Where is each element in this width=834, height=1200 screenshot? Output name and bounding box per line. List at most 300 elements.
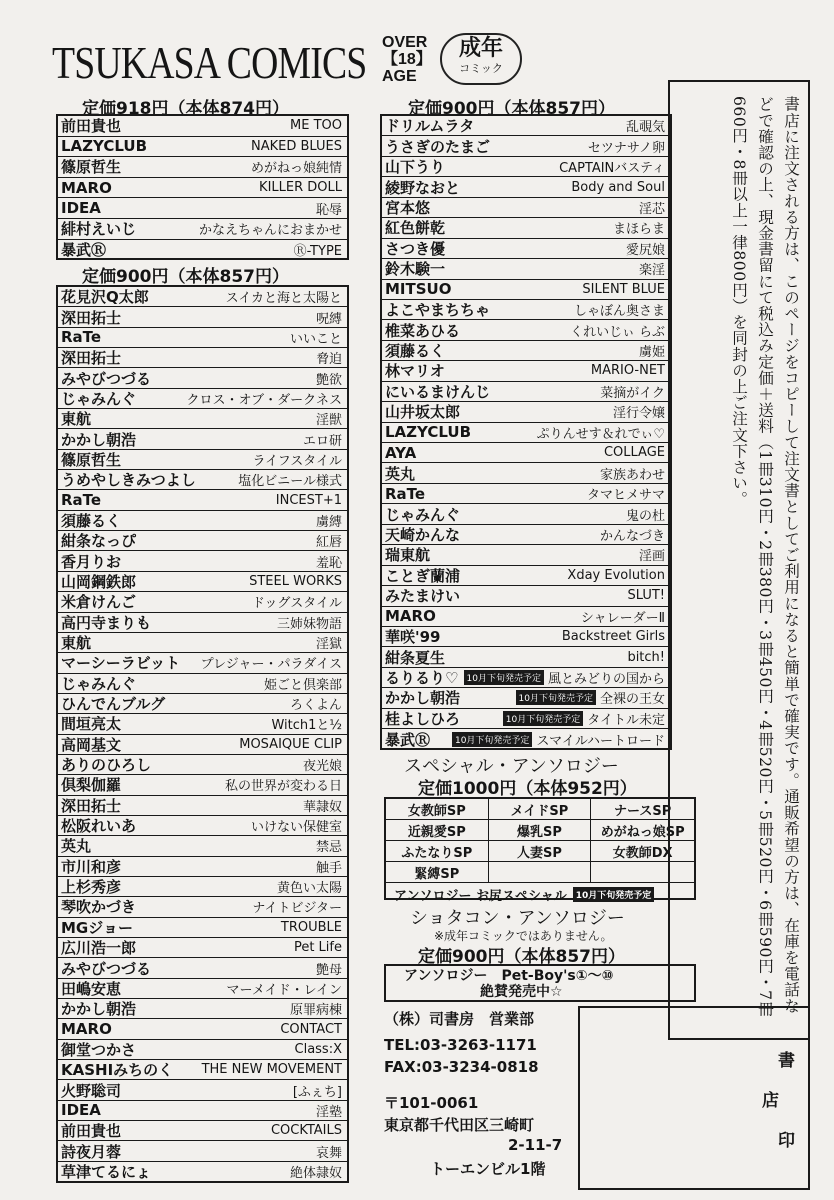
title-group: [537, 423, 665, 442]
book-title: NAKED BLUES: [251, 138, 342, 154]
book-title: bitch!: [627, 649, 665, 665]
book-title: 淫行令嬢: [612, 406, 665, 422]
book-title: 乱覗気: [625, 120, 665, 136]
author-name: 紺条夏生: [385, 648, 446, 667]
title-group: [316, 199, 342, 218]
book-title: 羞恥: [315, 555, 342, 571]
book-title: 私の世界が変わる日: [224, 779, 342, 795]
title-group: [587, 484, 665, 503]
title-group: [639, 545, 665, 564]
book-title: 愛尻娘: [625, 242, 665, 258]
author-name: るりるり♡: [385, 669, 459, 688]
author-name: 深田拓士: [61, 308, 122, 327]
book-title: 夜光娘: [302, 759, 342, 775]
author-name: 広川浩一郎: [61, 939, 137, 958]
table-row: [58, 1060, 347, 1080]
title-group: [600, 464, 665, 483]
title-group: [290, 999, 342, 1018]
author-name: ドリルムラタ: [385, 117, 475, 136]
title-group: [277, 613, 342, 632]
book-title: マーメイド・レイン: [226, 982, 342, 998]
book-title: CAPTAINバスティ: [559, 161, 665, 177]
author-name: 米倉けんご: [61, 593, 137, 612]
book-title: いいこと: [289, 331, 342, 347]
book-title: しゃぼん奥さま: [573, 304, 665, 320]
table-row: [58, 796, 347, 816]
book-title: タイトル未定: [587, 712, 665, 728]
author-name: 須藤るく: [61, 511, 122, 530]
table-row: [58, 490, 347, 510]
author-name: よこやまちちゃ: [385, 301, 491, 320]
book-title: 鬼の杜: [625, 508, 665, 524]
table-row: [58, 694, 347, 714]
book-title: COCKTAILS: [270, 1123, 342, 1139]
title-group: [239, 737, 342, 752]
anthology-cell: ナースSP: [591, 799, 694, 820]
book-title: 淫画: [638, 549, 665, 565]
anthology-cell: メイドSP: [489, 799, 592, 820]
book-title: めがねっ娘純情: [250, 161, 342, 177]
author-name: 山下うり: [385, 158, 446, 177]
book-title: Backstreet Girls: [561, 629, 665, 645]
book-title: セツナサノ卵: [587, 140, 665, 156]
title-group: [187, 389, 342, 408]
book-title: SLUT!: [627, 588, 665, 604]
title-group: [452, 730, 665, 749]
title-group: [280, 1022, 342, 1037]
author-name: KASHIみちのく: [61, 1061, 174, 1080]
table-row: [382, 280, 670, 300]
author-name: 緋村えいじ: [61, 220, 137, 239]
table-row: [58, 938, 347, 958]
title-group: [562, 629, 665, 644]
author-name: 華咲'99: [385, 628, 441, 647]
book-title: MARIO-NET: [590, 363, 665, 379]
book-title: Body and Soul: [571, 179, 665, 195]
book-title: Witch1と½: [271, 718, 342, 734]
title-group: [294, 940, 342, 955]
adult-comic-stamp: [440, 33, 522, 85]
table-row: [58, 918, 347, 938]
book-title: ライフスタイル: [252, 453, 342, 469]
book-title: 紅唇: [315, 535, 342, 551]
author-name: AYA: [385, 443, 417, 462]
title-group: [290, 328, 342, 347]
title-group: [591, 363, 665, 378]
title-group: [253, 450, 342, 469]
release-badge: 10月下旬発売予定: [464, 670, 544, 685]
book-title: 艶母: [315, 962, 342, 978]
table-row: [382, 320, 670, 340]
book-title: ナイトビジター: [252, 901, 342, 917]
table-row: [58, 287, 347, 307]
book-title: 淫獣: [315, 413, 342, 429]
book-title: Xday Evolution: [567, 567, 665, 583]
author-name: 前田貴也: [61, 117, 122, 136]
author-name: 英丸: [61, 837, 92, 856]
title-group: [613, 218, 665, 237]
book-title: 呪縛: [315, 311, 342, 327]
book-title: 哀舞: [315, 1145, 342, 1161]
table-row: [58, 531, 347, 551]
title-group: [295, 1042, 343, 1057]
author-name: マーシーラビット: [61, 654, 181, 673]
author-name: 東航: [61, 410, 92, 429]
table-row: [58, 368, 347, 388]
table-row: [382, 423, 670, 443]
author-name: 暴武Ⓡ: [385, 730, 431, 749]
book-title: Ⓡ-TYPE: [293, 244, 342, 260]
table-row: [58, 450, 347, 470]
title-group: [249, 574, 342, 589]
title-group: [464, 668, 665, 687]
table-row: [382, 382, 670, 402]
table-row: [58, 178, 347, 199]
anthology-cell: 緊縛SP: [386, 862, 489, 883]
table-row: [58, 240, 347, 261]
table-row: [58, 116, 347, 137]
table-row: [58, 198, 347, 219]
table-row: [382, 647, 670, 667]
book-title: ろくよん: [289, 698, 342, 714]
table-row: [58, 897, 347, 917]
title-group: [264, 674, 342, 693]
table-row: [58, 958, 347, 978]
title-group: [303, 430, 342, 449]
title-group: [613, 402, 665, 421]
author-name: ありのひろし: [61, 756, 152, 775]
table-row: [382, 402, 670, 422]
release-badge: 10月下旬発売予定: [573, 887, 655, 902]
book-title: 原罪病棟: [289, 1003, 342, 1019]
table-row: [58, 857, 347, 877]
author-name: 英丸: [385, 464, 416, 483]
author-name: 瑞東航: [385, 546, 431, 565]
company-address-1: 東京都千代田区三崎町: [384, 1116, 535, 1134]
author-name: かかし朝浩: [61, 1000, 137, 1019]
table-row: [58, 592, 347, 612]
anthology-table: [384, 797, 696, 904]
table-row: [382, 504, 670, 524]
table-row: [58, 877, 347, 897]
table-row: [58, 1162, 347, 1182]
book-title: ME TOO: [290, 118, 342, 134]
author-name: LAZYCLUB: [385, 423, 472, 442]
title-group: [303, 796, 342, 815]
anthology-last-title: アンソロジー お尻スペシャル: [394, 888, 567, 904]
table-row: [58, 755, 347, 775]
table-row: [58, 979, 347, 999]
title-group: [294, 240, 342, 259]
book-title: Class:X: [294, 1041, 342, 1057]
book-title: ぷりんせす＆れでぃ♡: [536, 426, 665, 442]
table-row: [58, 633, 347, 653]
order-instructions: 書店に注文される方は、このページをコピーして注文書としてご利用になると簡単で確実です。通販希望の方は、在庫を電話などで確認の上、現金書留にて税込み定価＋送料（1冊310円・2冊380円・3冊450円・4冊520円・5冊520円・6冊590円・7冊660円・8冊以上一律800円）を同封の上ご注文下さい。: [668, 80, 810, 1040]
author-name: 篠原哲生: [61, 158, 122, 177]
table-row: [58, 613, 347, 633]
anthology-cell: [489, 862, 592, 883]
table-row: [58, 470, 347, 490]
table-row: [58, 572, 347, 592]
title-group: [316, 959, 342, 978]
author-name: RaTe: [61, 328, 102, 347]
title-group: [639, 198, 665, 217]
table-row: [58, 551, 347, 571]
section-c-table: [380, 114, 672, 750]
book-title: 黄色い太陽: [276, 881, 342, 897]
book-title: スイカと海と太陽と: [225, 291, 342, 307]
author-name: かかし朝浩: [61, 430, 137, 449]
author-name: 深田拓士: [61, 349, 122, 368]
table-row: [58, 674, 347, 694]
book-title: CONTACT: [280, 1021, 342, 1037]
author-name: ひんでんブルグ: [61, 695, 166, 714]
author-name: 高円寺まりも: [61, 613, 152, 632]
title-group: [574, 300, 665, 319]
book-title: THE NEW MOVEMENT: [201, 1062, 342, 1078]
company-address-2: 2-11-7: [508, 1136, 563, 1154]
book-title: 淫塾: [315, 1104, 342, 1120]
book-title: MOSAIQUE CLIP: [239, 736, 342, 752]
author-name: 山井坂太郎: [385, 403, 461, 422]
author-name: 草津てるにょ: [61, 1163, 151, 1182]
table-row: [58, 219, 347, 240]
title-group: [316, 409, 342, 428]
author-name: 紅色餅乾: [385, 219, 446, 238]
company-name: （株）司書房 営業部: [384, 1010, 535, 1028]
author-name: 桂よしひろ: [385, 709, 461, 728]
title-group: [316, 348, 342, 367]
table-row: [382, 484, 670, 504]
author-name: 間垣亮太: [61, 715, 122, 734]
release-badge: 10月下旬発売予定: [516, 690, 596, 705]
anthology-last-row: [386, 883, 694, 905]
table-row: [382, 688, 670, 708]
shota-price: 定価900円（本体857円）: [418, 947, 625, 967]
shota-line2: 絶賛発売中☆: [480, 984, 563, 1000]
book-title: SILENT BLUE: [582, 281, 665, 297]
book-title: 恥辱: [315, 202, 342, 218]
shota-line1: アンソロジー Pet-Boy's①〜⑩: [404, 968, 614, 984]
table-row: [382, 709, 670, 729]
table-row: [382, 116, 670, 136]
title-group: [503, 709, 665, 728]
author-name: 天崎かんな: [385, 525, 461, 544]
release-badge: 10月下旬発売予定: [503, 711, 583, 726]
author-name: 紺条なっぴ: [61, 532, 137, 551]
book-title: STEEL WORKS: [249, 573, 342, 589]
table-row: [58, 1141, 347, 1161]
table-row: [382, 361, 670, 381]
book-title: 絶体隷奴: [289, 1166, 342, 1182]
title-group: [238, 470, 342, 489]
table-row: [382, 545, 670, 565]
title-group: [290, 694, 342, 713]
table-row: [382, 177, 670, 197]
title-group: [559, 157, 665, 176]
title-group: [227, 979, 342, 998]
book-title: かなえちゃんにおまかせ: [198, 223, 342, 239]
title-group: [626, 505, 665, 524]
over18-line3: AGE: [382, 68, 417, 85]
title-group: [600, 525, 665, 544]
table-row: [382, 300, 670, 320]
book-title: ドッグスタイル: [251, 596, 342, 612]
author-name: RaTe: [385, 484, 426, 503]
book-title: 風とみどりの国から: [547, 672, 665, 688]
author-name: 篠原哲生: [61, 450, 122, 469]
book-title: 菜摘がイク: [600, 385, 665, 401]
author-name: うめやしきみつよし: [61, 471, 196, 490]
title-group: [290, 118, 342, 133]
table-row: [382, 259, 670, 279]
book-title: Pet Life: [293, 940, 342, 956]
title-group: [303, 755, 342, 774]
title-group: [202, 1062, 342, 1077]
table-row: [382, 136, 670, 156]
author-name: 椎菜あひる: [385, 321, 461, 340]
table-row: [58, 816, 347, 836]
table-row: [58, 999, 347, 1019]
table-row: [58, 137, 347, 158]
title-group: [588, 137, 665, 156]
anthology-cell: 人妻SP: [489, 841, 592, 862]
title-group: [252, 592, 342, 611]
author-name: みやびつづる: [61, 369, 152, 388]
table-row: [58, 653, 347, 673]
author-name: 田嶋安恵: [61, 979, 122, 998]
book-title: 全裸の王女: [599, 692, 665, 708]
author-name: みやびつづる: [61, 959, 152, 978]
shop-stamp-char-1: 書: [778, 1051, 795, 1071]
book-title: タマヒメサマ: [586, 488, 665, 504]
title-group: [604, 445, 665, 460]
over18-line2: 【18】: [382, 51, 432, 68]
stamp-title: 成年: [458, 36, 503, 61]
book-title: エロ研: [302, 433, 342, 449]
book-title: クロス・オブ・ダークネス: [186, 392, 342, 408]
release-badge: 10月下旬発売予定: [452, 732, 532, 747]
book-title: 姫ごと倶楽部: [263, 677, 342, 693]
table-row: [382, 607, 670, 627]
table-row: [58, 157, 347, 178]
author-name: 前田貴也: [61, 1122, 122, 1141]
title-group: [252, 897, 342, 916]
company-fax: FAX:03-3234-0818: [384, 1058, 539, 1076]
company-zip: 〒101-0061: [384, 1094, 479, 1112]
shop-stamp-box: [578, 1006, 810, 1190]
title-group: [571, 180, 665, 195]
table-row: [382, 668, 670, 688]
author-name: 高岡基文: [61, 735, 122, 754]
book-title: 塩化ビニール様式: [238, 474, 342, 490]
book-title: 楽淫: [638, 263, 665, 279]
author-name: かかし朝浩: [385, 689, 461, 708]
table-row: [58, 1121, 347, 1141]
table-row: [58, 714, 347, 734]
book-title: 艶欲: [315, 372, 342, 388]
anthology-cell: 女教師SP: [386, 799, 489, 820]
title-group: [281, 920, 342, 935]
table-row: [58, 1101, 347, 1121]
book-title: 禁忌: [315, 840, 342, 856]
book-title: 触手: [315, 860, 342, 876]
shota-box: [384, 964, 696, 1002]
author-name: MGジョー: [61, 918, 133, 937]
book-title: 華隷奴: [302, 799, 342, 815]
title-group: [639, 341, 665, 360]
book-title: INCEST+1: [275, 492, 342, 508]
author-name: 琴吹かづき: [61, 898, 137, 917]
title-group: [627, 588, 665, 603]
book-title: くれいじぃ らぶ: [570, 324, 665, 340]
anthology-grid: [386, 799, 694, 883]
book-title: 脅迫: [315, 352, 342, 368]
author-name: 須藤るく: [385, 342, 446, 361]
title-group: [316, 836, 342, 855]
shota-note: ※成年コミックではありません。: [434, 929, 613, 943]
anthology-cell: 女教師DX: [591, 841, 694, 862]
table-row: [382, 566, 670, 586]
shota-heading: ショタコン・アンソロジー: [410, 908, 625, 929]
book-title: スマイルハートロード: [536, 733, 665, 749]
table-row: [382, 627, 670, 647]
author-name: 花見沢Q太郎: [61, 288, 149, 307]
table-row: [382, 463, 670, 483]
book-title: 淫獄: [315, 637, 342, 653]
book-title: 虜姫: [638, 345, 665, 361]
title-group: [582, 282, 665, 297]
author-name: うさぎのたまご: [385, 137, 491, 156]
author-name: LAZYCLUB: [61, 137, 148, 156]
title-group: [290, 1162, 342, 1181]
table-row: [58, 836, 347, 856]
company-tel: TEL:03-3263-1171: [384, 1036, 537, 1054]
title-group: [626, 116, 665, 135]
author-name: IDEA: [61, 1101, 101, 1120]
author-name: 火野聡司: [61, 1081, 122, 1100]
title-group: [251, 816, 342, 835]
book-title: まほらま: [612, 222, 665, 238]
book-title: かんなづき: [599, 528, 665, 544]
title-group: [259, 180, 342, 195]
author-name: 綾野なおと: [385, 178, 461, 197]
title-group: [199, 219, 342, 238]
table-row: [382, 157, 670, 177]
title-group: [639, 259, 665, 278]
author-name: 東航: [61, 634, 92, 653]
stamp-subtitle: コミック: [459, 62, 503, 75]
author-name: 山岡鋼鉄郎: [61, 572, 137, 591]
title-group: [567, 568, 665, 583]
author-name: 松阪れいあ: [61, 817, 137, 836]
title-group: [271, 1123, 342, 1138]
table-row: [382, 586, 670, 606]
title-group: [570, 321, 665, 340]
author-name: 詩夜月蓉: [61, 1142, 122, 1161]
book-title: 家族あわせ: [599, 467, 665, 483]
author-name: にいるまけんじ: [385, 382, 491, 401]
title-group: [626, 239, 665, 258]
anthology-price: 定価1000円（本体952円）: [418, 779, 637, 799]
shop-stamp-char-2: 店: [762, 1091, 779, 1111]
title-group: [581, 607, 665, 626]
title-group: [316, 531, 342, 550]
title-group: [600, 382, 665, 401]
brand-title: TSUKASA COMICS: [52, 37, 367, 88]
author-name: MARO: [385, 607, 436, 626]
table-row: [58, 735, 347, 755]
